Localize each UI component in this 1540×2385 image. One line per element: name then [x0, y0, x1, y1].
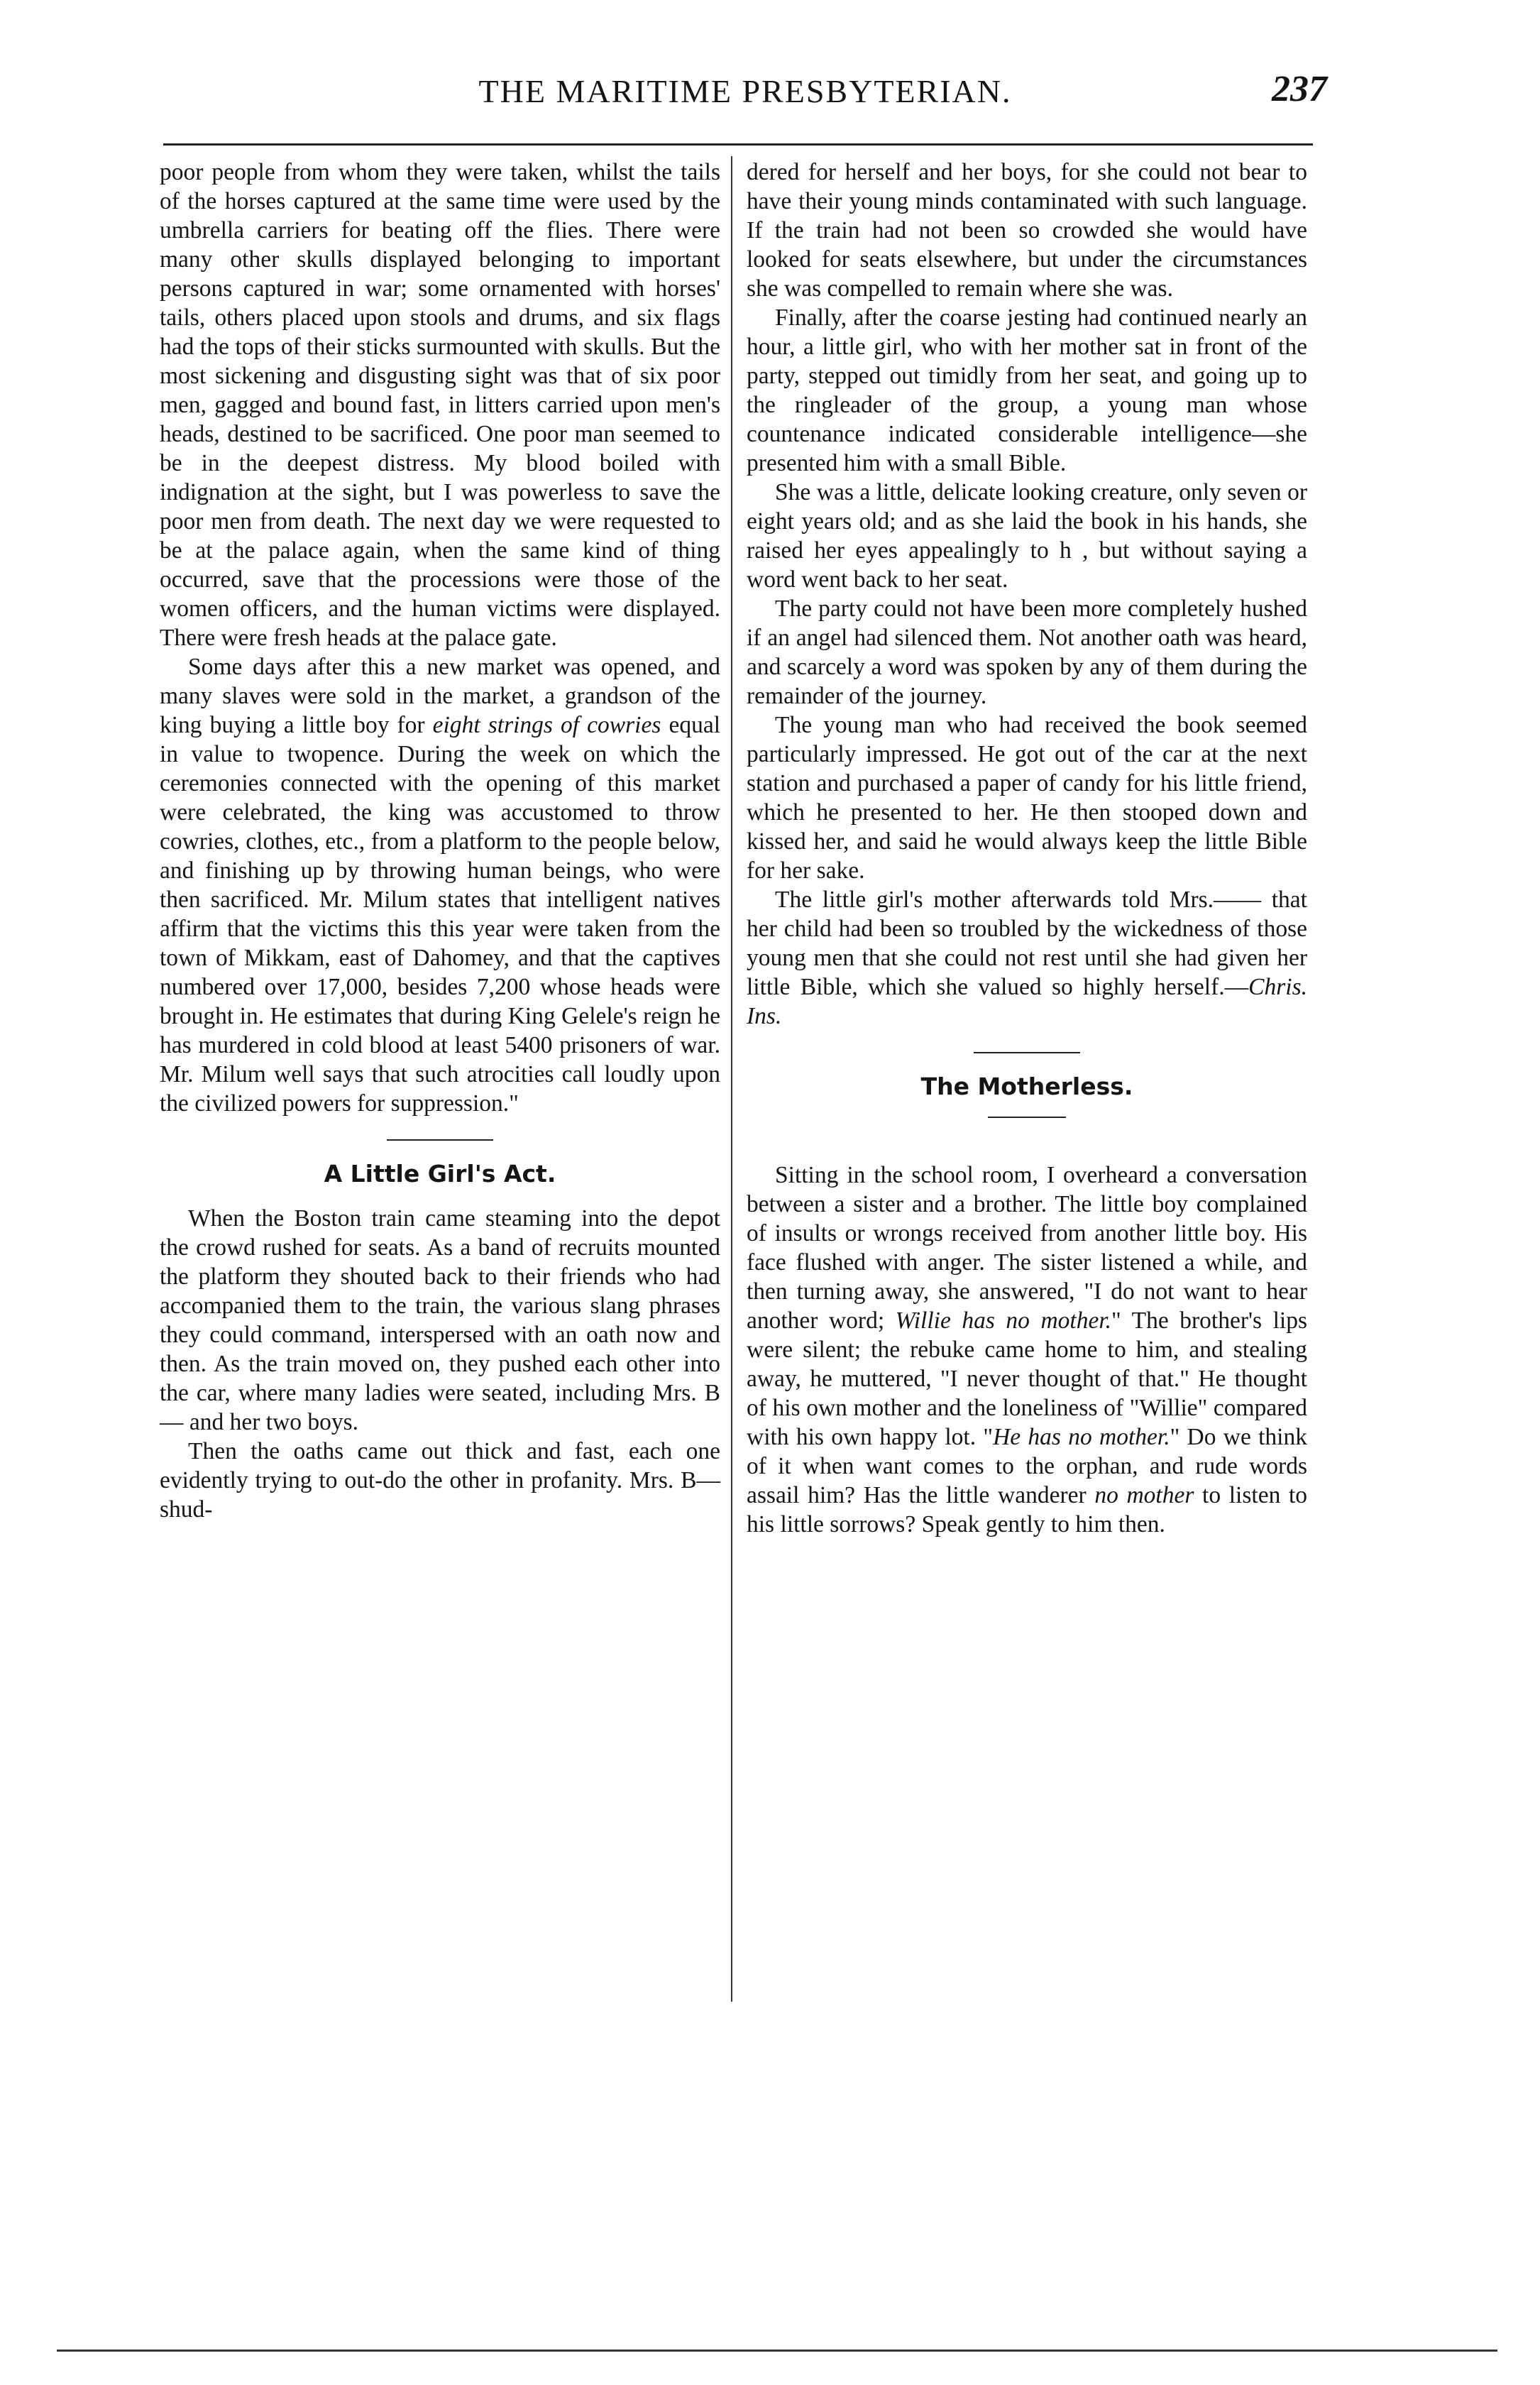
right-paragraph-6: [747, 885, 1307, 1031]
left-paragraph-1: poor people from whom they were taken, whilst the tails of the horses captured at the same time were used by the umbrella carriers for beating off the flies. There were many other skulls displayed belonging to important persons captured in war; some ornamented with horses' tails, others placed upon stools and drums, and six flags had the tops of their sticks surmounted with skulls. But the most sickening and disgusting sight was that of six poor men, gagged and bound fast, in litters carried upon men's heads, destined to be sacrificed. One poor man seemed to be in the deepest distress. My blood boiled with indignation at the sight, but I was powerless to save the poor men from death. The next day we were requested to be at the palace again, when the same kind of thing occurred, save that the processions were those of the women officers, and the human victims were displayed. There were fresh heads at the palace gate.: [160, 159, 720, 651]
column-divider: [731, 156, 732, 2002]
article-heading-motherless: The Motherless.: [920, 1073, 1133, 1100]
right-column: [747, 158, 1307, 1539]
bottom-rule: [57, 2350, 1497, 2352]
left-paragraph-2-text-a: Some days after this a new market was opened, and many slaves were sold in the market, a grandson of the king buying a little boy for: [160, 654, 720, 738]
left-paragraph-2-text-b: equal in value to twopence. During the week on which the ceremonies connected with the opening of this market were celebrated, the king was accustomed to throw cowries, clothes, etc., from a platform to the people below, and finishing up by throwing human beings, who were then sacrificed. Mr. Milum states that intelligent natives affirm that the victims this this year were taken from the town of Mikkam, east of Dahomey, and that the captives numbered over 17,000, besides 7,200 whose heads were brought in. He estimates that during King Gelele's reign he has murdered in cold blood at least 5400 prisoners of war. Mr. Milum well says that such atrocities call loudly upon the civilized powers for suppression.": [160, 712, 721, 1117]
right-paragraph-1: dered for herself and her boys, for she could not bear to have their young minds contaminated with such language. If the train had not been so crowded she would have looked for seats elsewhere, but under the circumstances she was compelled to remain where she was.: [747, 159, 1307, 302]
left-paragraph-2-italic: eight strings of cowries: [432, 712, 661, 738]
left-paragraph-4: Then the oaths came out thick and fast, each one evidently trying to out-do the other in profanity. Mrs. B— shud-: [160, 1438, 720, 1523]
right-paragraph-7-text-a: Sitting in the school room, I overheard a conversation between a sister and a brother. The little boy complained of insults or wrongs received from another little boy. His face flushed with anger. The sister listened a while, and then turning away, she answered, "I do not want to hear another word;: [747, 1162, 1307, 1334]
article-heading-little-girls-act: A Little Girl's Act.: [324, 1160, 556, 1188]
right-paragraph-7-italic-2: He has no mother.: [993, 1424, 1170, 1450]
left-column: [160, 158, 720, 1524]
left-paragraph-3: When the Boston train came steaming into the depot the crowd rushed for seats. As a band of recruits mounted the platform they shouted back to their friends who had accompanied them to the train, the various slang phrases they could command, interspersed with an oath now and then. As the train moved on, they pushed each other into the car, where many ladies were seated, including Mrs. B— and her two boys.: [160, 1205, 720, 1435]
right-paragraph-6-text: The little girl's mother afterwards told Mrs.—— that her child had been so troubled by the wickedness of those young men that she could not rest until she had given her little Bible, which she valued so highly herself.—: [747, 887, 1307, 1000]
right-paragraph-7-text-c: " Do we think of it when want comes to the orphan, and rude words assail him? Has the little wanderer: [747, 1424, 1307, 1508]
left-paragraph-2: [160, 652, 720, 1118]
right-paragraph-4: The party could not have been more completely hushed if an angel had silenced them. Not another oath was heard, and scarcely a word was spoken by any of them during the remainder of the journey.: [747, 596, 1307, 709]
right-paragraph-3: She was a little, delicate looking creature, only seven or eight years old; and as she laid the book in his hands, she raised her eyes appealingly to h , but without saying a word went back to her seat.: [747, 479, 1307, 593]
right-paragraph-7-text-b: " The brother's lips were silent; the rebuke came home to him, and stealing away, he muttered, "I never thought of that." He thought of his own mother and the loneliness of "Willie" compared with his own happy lot. ": [747, 1307, 1307, 1450]
page-number: 237: [1272, 69, 1327, 109]
page-header: [163, 65, 1327, 129]
right-paragraph-7-italic-3: no mother: [1094, 1482, 1194, 1508]
right-paragraph-5: The young man who had received the book seemed particularly impressed. He got out of the car at the next station and purchased a paper of candy for his little friend, which he presented to her. He then stooped down and kissed her, and said he would always keep the little Bible for her sake.: [747, 712, 1307, 884]
right-paragraph-7-text-d: to listen to his little sorrows? Speak gently to him then.: [747, 1482, 1308, 1537]
right-paragraph-2: Finally, after the coarse jesting had continued nearly an hour, a little girl, who with her mother sat in front of the party, stepped out timidly from her seat, and going up to the ringleader of the group, a young man whose countenance indicated considerable intelligence—she presented him with a small Bible.: [747, 305, 1307, 476]
right-paragraph-7: [747, 1161, 1307, 1539]
right-paragraph-7-italic-1: Willie has no mother.: [895, 1307, 1112, 1334]
heading-underline-rule: [988, 1117, 1066, 1118]
section-rule: [974, 1052, 1080, 1053]
section-rule: [387, 1139, 493, 1141]
source-attribution: Chris. Ins.: [747, 974, 1307, 1029]
running-title: THE MARITIME PRESBYTERIAN.: [478, 73, 1012, 109]
header-rule: [163, 143, 1313, 146]
